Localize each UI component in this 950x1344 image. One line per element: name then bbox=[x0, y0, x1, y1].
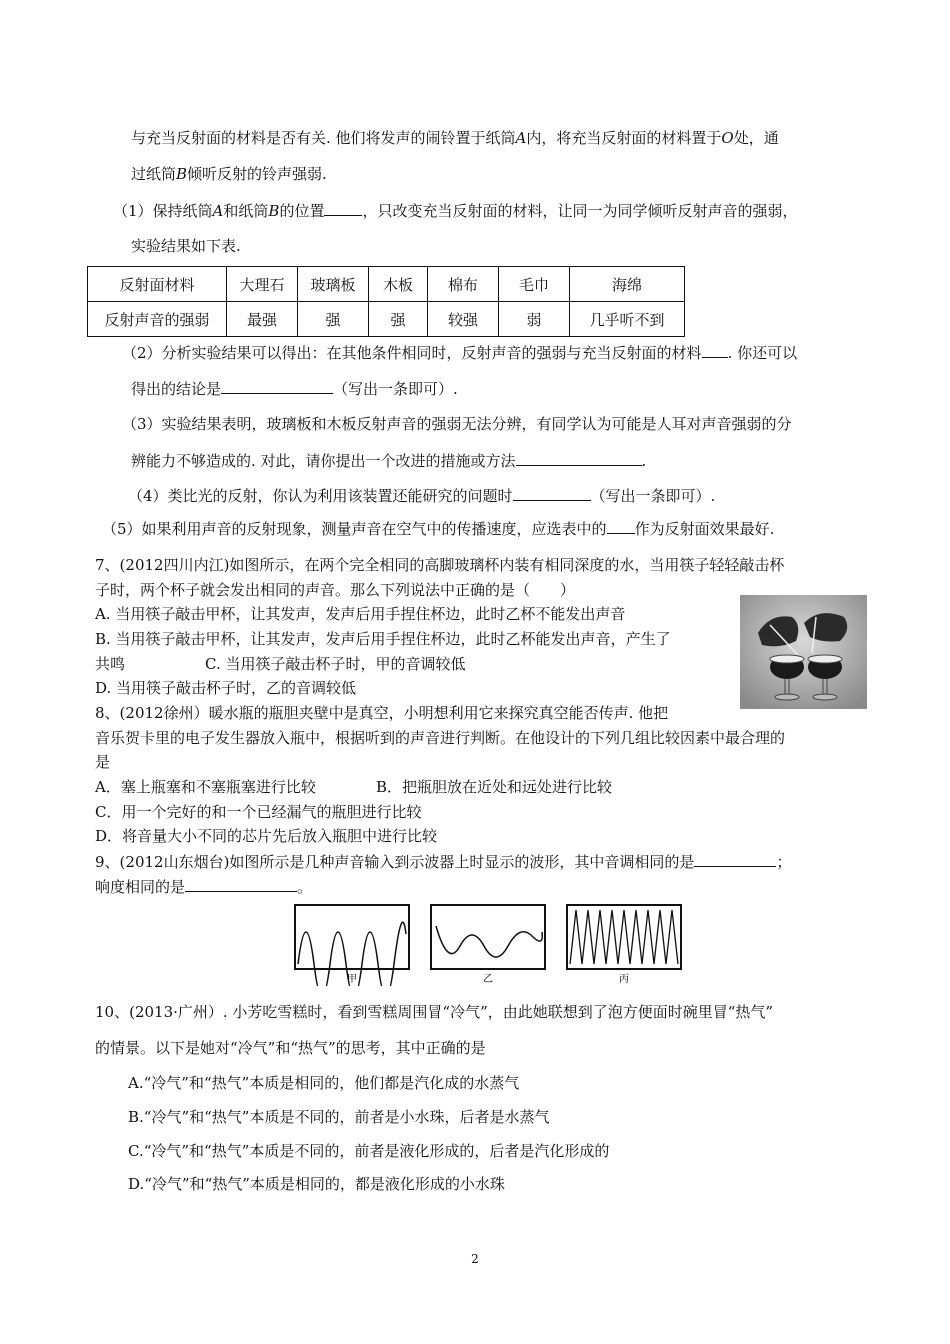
question-10: 10、(2013·广州）. 小芳吃雪糕时，看到雪糕周围冒“冷气”，由此她联想到了泡方便面时碗里冒“热气” bbox=[95, 1003, 774, 1021]
table-row: 反射声音的强弱 最强 强 强 较强 弱 几乎听不到 bbox=[88, 302, 685, 337]
glasses-image-icon bbox=[740, 595, 867, 709]
result-table bbox=[87, 266, 685, 337]
answer-blank[interactable] bbox=[513, 485, 591, 501]
text-line: （1）保持纸筒A和纸筒B的位置 ，只改变充当反射面的材料，让同一为同学倾听反射声音的强弱， bbox=[113, 202, 798, 220]
text-line: 与充当反射面的材料是否有关. 他们将发声的闹铃置于纸筒A内，将充当反射面的材料置于O处，通 bbox=[131, 129, 779, 147]
wave-label: 乙 bbox=[483, 974, 493, 985]
glasses-photo bbox=[740, 595, 867, 709]
text-line: （4）类比光的反射，你认为利用该装置还能研究的问题时 （写出一条即可）. bbox=[128, 487, 716, 505]
text-line: 子时，两个杯子就会发出相同的声音。那么下列说法中正确的是（ ） bbox=[95, 581, 576, 599]
text-line: （3）实验结果表明，玻璃板和木板反射声音的强弱无法分辨，有同学认为可能是人耳对声音强弱的分 bbox=[122, 415, 792, 433]
table-row: 反射面材料 大理石 玻璃板 木板 棉布 毛巾 海绵 bbox=[88, 267, 685, 302]
answer-blank[interactable] bbox=[516, 450, 642, 466]
option-b: B. 当用筷子敲击甲杯，让其发声，发声后用手捏住杯边，此时乙杯能发出声音，产生了 bbox=[95, 630, 671, 648]
option-d: D．将音量大小不同的芯片先后放入瓶胆中进行比较 bbox=[95, 827, 438, 845]
option-d: D. 当用筷子敲击杯子时，乙的音调较低 bbox=[95, 679, 357, 697]
option-c: C. 当用筷子敲击杯子时，甲的音调较低 bbox=[205, 655, 466, 673]
waveform-icon bbox=[566, 904, 682, 986]
answer-blank[interactable] bbox=[702, 342, 728, 358]
option-a: A．塞上瓶塞和不塞瓶塞进行比较 bbox=[95, 778, 316, 796]
text-line: 的情景。以下是她对“冷气”和“热气”的思考，其中正确的是 bbox=[95, 1039, 486, 1057]
waveform-icon bbox=[430, 904, 546, 986]
answer-blank[interactable] bbox=[221, 378, 333, 394]
text-line: 得出的结论是 （写出一条即可）. bbox=[131, 380, 458, 398]
waveform-yi bbox=[430, 904, 546, 986]
question-8: 8、(2012徐州）暖水瓶的瓶胆夹壁中是真空，小明想利用它来探究真空能否传声. 他把 bbox=[95, 704, 669, 722]
waveform-jia bbox=[294, 904, 410, 986]
option-c: C．用一个完好的和一个已经漏气的瓶胆进行比较 bbox=[95, 803, 422, 821]
text-line: 辨能力不够造成的. 对此，请你提出一个改进的措施或方法 . bbox=[131, 452, 647, 470]
text-line: 响度相同的是 。 bbox=[95, 878, 313, 896]
text-line: 过纸筒B倾听反射的铃声强弱. bbox=[131, 165, 327, 183]
option-b: B．把瓶胆放在近处和远处进行比较 bbox=[376, 778, 613, 796]
option-a: A.“冷气”和“热气”本质是相同的，他们都是汽化成的水蒸气 bbox=[128, 1074, 520, 1092]
text-line: （5）如果利用声音的反射现象，测量声音在空气中的传播速度，应选表中的 作为反射面效果最好. bbox=[102, 520, 775, 538]
answer-blank[interactable] bbox=[185, 876, 297, 892]
text-line: 是 bbox=[95, 753, 111, 771]
waveform-icon bbox=[294, 904, 410, 986]
page-number: 2 bbox=[471, 1252, 479, 1266]
option-b: B.“冷气”和“热气”本质是不同的，前者是小水珠，后者是水蒸气 bbox=[128, 1108, 550, 1126]
option-c: C.“冷气”和“热气”本质是不同的，前者是液化形成的，后者是汽化形成的 bbox=[128, 1142, 610, 1160]
question-7: 7、(2012四川内江)如图所示，在两个完全相同的高脚玻璃杯内装有相同深度的水，当用筷子轻轻敲击杯 bbox=[95, 556, 785, 574]
answer-blank[interactable] bbox=[607, 518, 635, 534]
option-d: D.“冷气”和“热气”本质是相同的，都是液化形成的小水珠 bbox=[128, 1175, 505, 1193]
text-line: 共鸣 bbox=[95, 655, 126, 673]
question-9: 9、(2012山东烟台)如图所示是几种声音输入到示波器上时显示的波形，其中音调相同的是 ； bbox=[95, 853, 792, 871]
option-a: A. 当用筷子敲击甲杯，让其发声，发声后用手捏住杯边，此时乙杯不能发出声音 bbox=[95, 605, 626, 623]
wave-label: 甲 bbox=[347, 974, 357, 985]
answer-blank[interactable] bbox=[324, 200, 362, 216]
waveform-bing bbox=[566, 904, 682, 986]
wave-label: 丙 bbox=[619, 974, 629, 985]
text-line: 音乐贺卡里的电子发生器放入瓶中，根据听到的声音进行判断。在他设计的下列几组比较因素中最合理的 bbox=[95, 729, 786, 747]
answer-blank[interactable] bbox=[694, 851, 776, 867]
text-line: （2）分析实验结果可以得出：在其他条件相同时，反射声音的强弱与充当反射面的材料 . 你还可以 bbox=[122, 344, 798, 362]
text-line: 实验结果如下表. bbox=[131, 237, 241, 255]
